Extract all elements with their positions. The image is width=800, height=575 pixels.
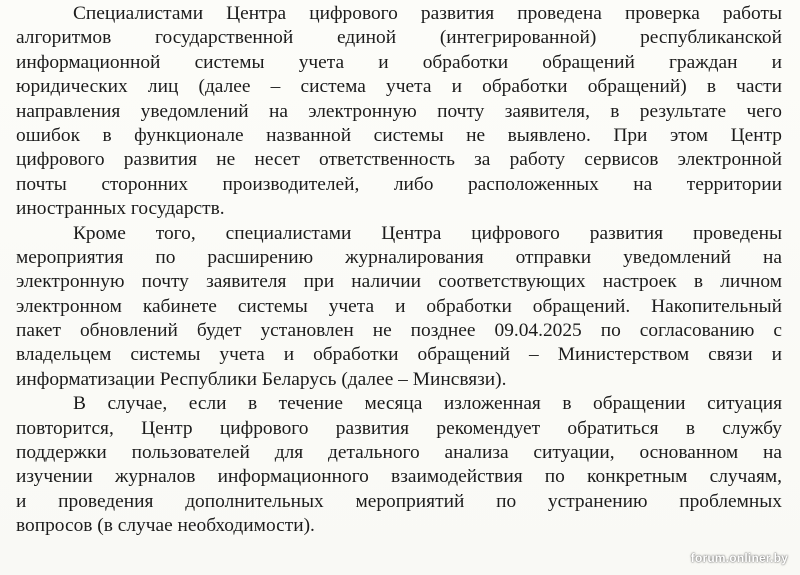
text-line: владельцем системы учета и обработки обращений – Министерством связи и <box>16 344 782 366</box>
text-line: цифрового развития не несет ответственность за работу сервисов электронной <box>16 149 782 171</box>
text-line: мероприятия по расширению журналирования отправки уведомлений на <box>16 246 782 268</box>
text-line: изучении журналов информационного взаимодействия по конкретным случаям, <box>16 466 782 488</box>
text-line: иностранных государств. <box>16 198 225 220</box>
text-line: вопросов (в случае необходимости). <box>16 515 315 537</box>
text-line: почты сторонних производителей, либо расположенных на территории <box>16 173 782 195</box>
paragraph-3 <box>16 392 782 538</box>
document-body <box>16 2 782 539</box>
text-line: поддержки пользователей для детального анализа ситуации, основанном на <box>16 442 782 464</box>
text-line: пакет обновлений будет установлен не позднее 09.04.2025 по согласованию с <box>16 320 782 342</box>
text-line: ошибок в функционале названной системы не выявлено. При этом Центр <box>16 124 782 146</box>
text-line: повторится, Центр цифрового развития рекомендует обратиться в службу <box>16 417 782 439</box>
text-line: информационной системы учета и обработки обращений граждан и <box>16 51 782 73</box>
text-line: информатизации Республики Беларусь (далее – Минсвязи). <box>16 368 507 390</box>
watermark-text: forum.onliner.by <box>690 551 788 565</box>
text-line: электронную почту заявителя при наличии соответствующих настроек в личном <box>16 271 782 293</box>
text-line: электронном кабинете системы учета и обработки обращений. Накопительный <box>16 295 782 317</box>
text-line: Кроме того, специалистами Центра цифрового развития проведены <box>73 222 782 244</box>
text-line: В случае, если в течение месяца изложенная в обращении ситуация <box>73 393 782 415</box>
text-line: направления уведомлений на электронную почту заявителя, в результате чего <box>16 100 782 122</box>
paragraph-2 <box>16 222 782 393</box>
text-line: юридических лиц (далее – система учета и обработки обращений) в части <box>16 76 782 98</box>
text-line: и проведения дополнительных мероприятий по устранению проблемных <box>16 490 782 512</box>
paragraph-1 <box>16 2 782 222</box>
text-line: алгоритмов государственной единой (интегрированной) республиканской <box>16 27 782 49</box>
text-line: Специалистами Центра цифрового развития проведена проверка работы <box>73 3 782 24</box>
